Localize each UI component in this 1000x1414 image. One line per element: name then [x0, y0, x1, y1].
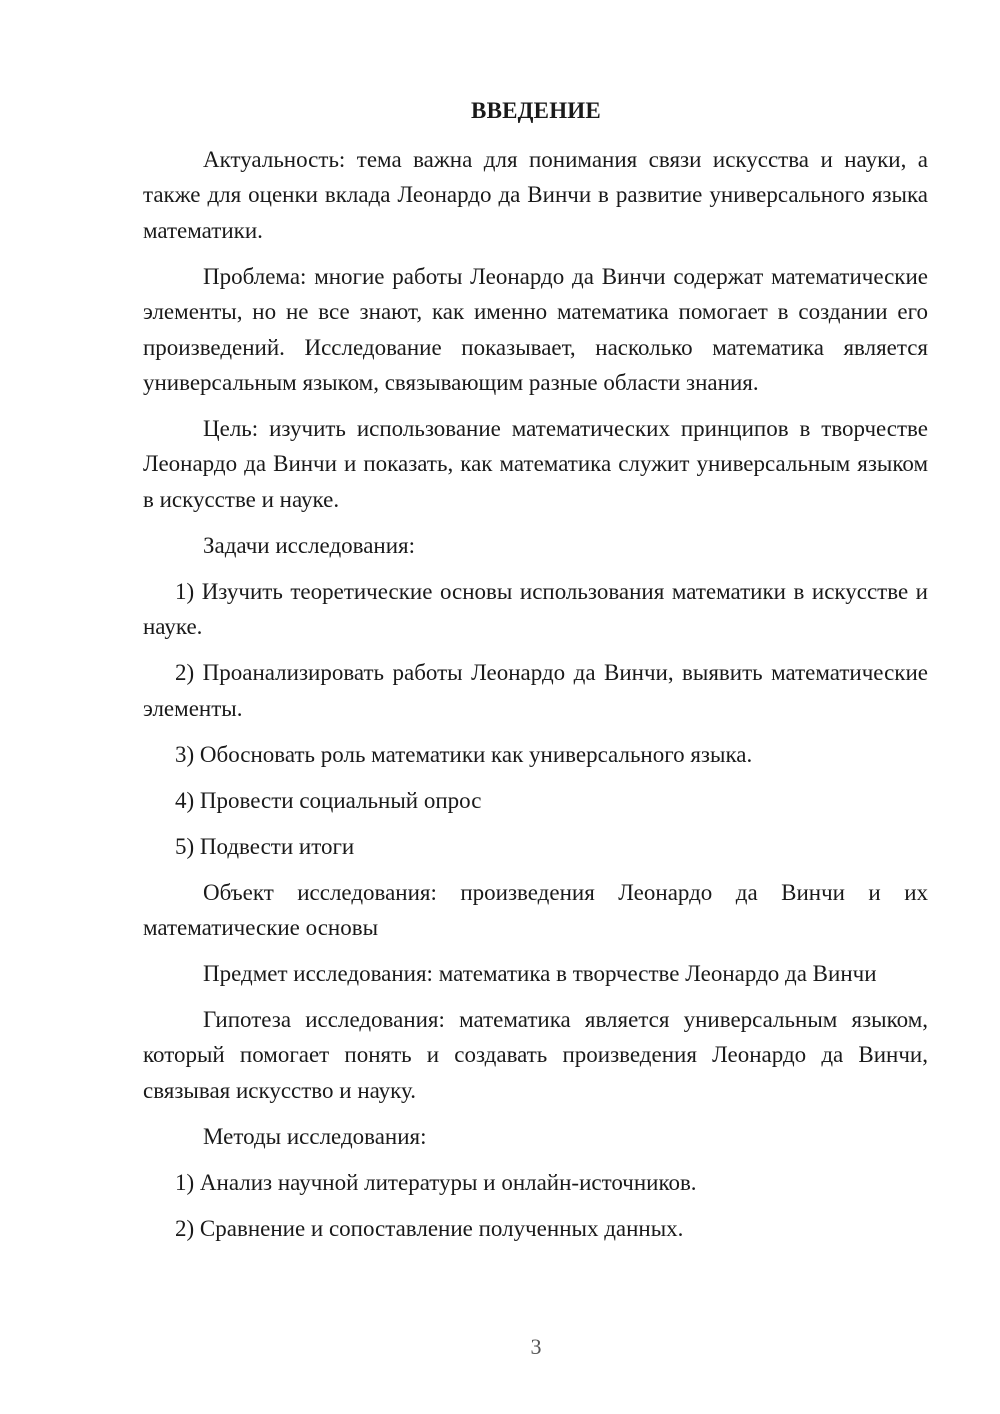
task-item-2: 2) Проанализировать работы Леонардо да Винчи, выявить математические элементы.	[143, 660, 928, 721]
page-number: 3	[530, 1334, 542, 1359]
paragraph-object: Объект исследования: произведения Леонардо да Винчи и их математические основы	[143, 879, 928, 941]
page-title: ВВЕДЕНИЕ	[471, 98, 601, 123]
paragraph-methods-heading: Методы исследования:	[203, 1123, 427, 1149]
task-item-5: 5) Подвести итоги	[175, 833, 355, 859]
task-item-1: 1) Изучить теоретические основы использования математики в искусстве и науке.	[143, 578, 928, 640]
method-item-1: 1) Анализ научной литературы и онлайн-источников.	[175, 1169, 697, 1195]
method-item-2: 2) Сравнение и сопоставление полученных данных.	[175, 1215, 684, 1241]
paragraph-subject: Предмет исследования: математика в творчестве Леонардо да Винчи	[203, 961, 877, 987]
paragraph-tasks-heading: Задачи исследования:	[203, 532, 416, 558]
paragraph-hypothesis: Гипотеза исследования: математика является универсальным языком, который помогает понять и создавать произведения Леонардо да Винчи, связывая искусство и науку.	[143, 1007, 928, 1103]
task-item-3: 3) Обосновать роль математики как универсального языка.	[175, 741, 753, 767]
paragraph-relevance: Актуальность: тема важна для понимания связи искусства и науки, а также для оценки вклада Леонардо да Винчи в развитие универсального языка математики.	[143, 147, 928, 243]
paragraph-problem: Проблема: многие работы Леонардо да Винчи содержат математические элементы, но не все знают, как именно математика помогает в создании его произведений. Исследование показывает, насколько математика является универсальным языком, связывающим разные области знания.	[143, 263, 928, 396]
body-text	[143, 142, 928, 1257]
task-item-4: 4) Провести социальный опрос	[175, 787, 482, 813]
paragraph-goal: Цель: изучить использование математических принципов в творчестве Леонардо да Винчи и показать, как математика служит универсальным языком в искусстве и науке.	[143, 416, 928, 512]
